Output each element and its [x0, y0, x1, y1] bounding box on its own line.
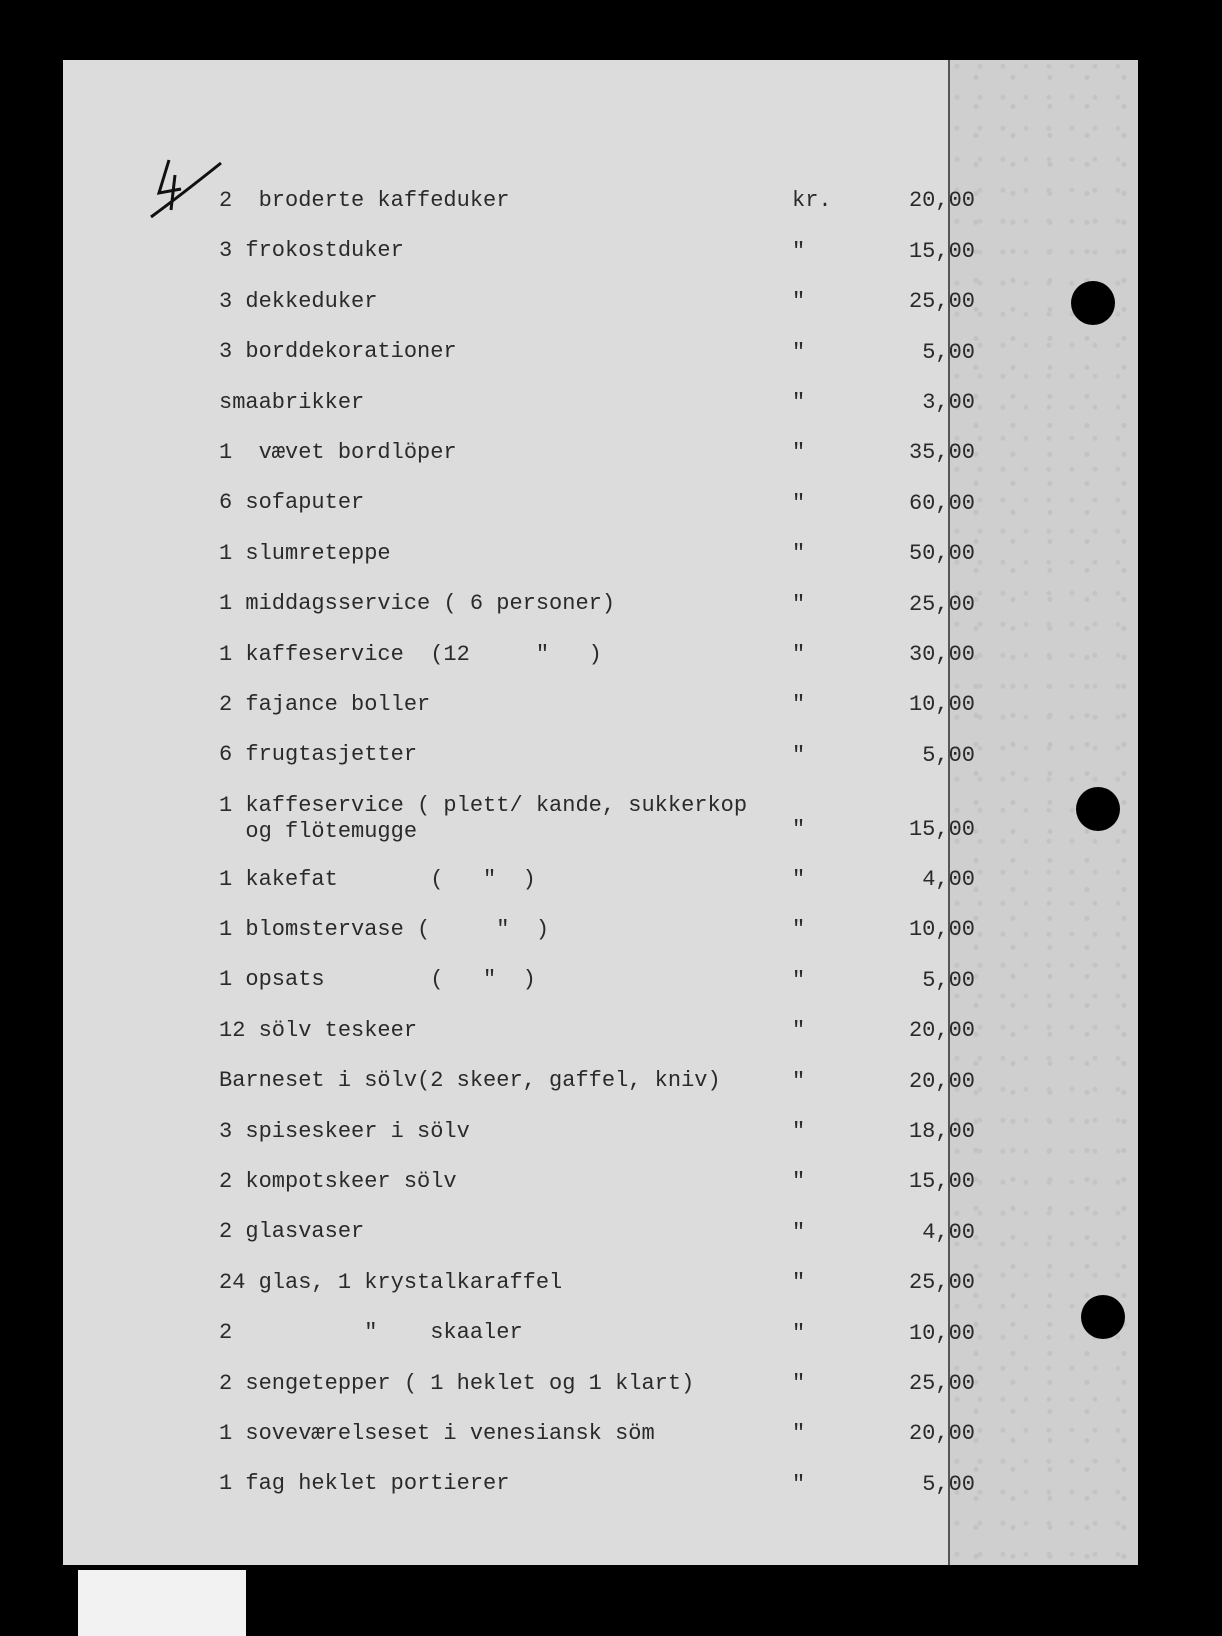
item-description: 1 blomstervase ( " ) [219, 917, 550, 943]
ditto-mark: " [792, 641, 806, 667]
item-description: Barneset i sölv(2 skeer, gaffel, kniv) [219, 1068, 721, 1094]
item-description: 1 kaffeservice ( plett/ kande, sukkerkop og flötemugge [219, 792, 748, 844]
ditto-mark: " [792, 1370, 806, 1396]
punch-hole [1081, 1295, 1125, 1339]
item-amount: 3,00 [922, 389, 975, 415]
ditto-mark: " [792, 816, 806, 842]
inventory-list [219, 188, 1019, 1522]
item-description: 1 kakefat ( " ) [219, 866, 536, 892]
ditto-mark: " [792, 1270, 806, 1296]
item-description: 24 glas, 1 krystalkaraffel [219, 1269, 563, 1295]
item-amount: 60,00 [908, 490, 975, 516]
item-amount: 4,00 [922, 1219, 975, 1245]
list-item [219, 1169, 1019, 1219]
item-amount: 10,00 [908, 692, 975, 718]
item-description: 1 middagsservice ( 6 personer) [219, 591, 616, 617]
item-amount: 50,00 [908, 541, 975, 567]
ditto-mark: " [792, 541, 806, 567]
ditto-mark: " [792, 917, 806, 943]
item-amount: 5,00 [922, 967, 975, 993]
item-description: 2 glasvaser [219, 1219, 365, 1245]
ditto-mark: " [792, 867, 806, 893]
list-item [219, 541, 1019, 591]
item-description: 3 frokostduker [219, 238, 404, 264]
item-amount: 25,00 [908, 1270, 975, 1296]
list-item [219, 1219, 1019, 1269]
ditto-mark: " [792, 1320, 806, 1346]
punch-hole [1071, 281, 1115, 325]
item-amount: 30,00 [908, 641, 975, 667]
list-item [219, 1371, 1019, 1421]
item-amount: 25,00 [908, 289, 975, 315]
ditto-mark: " [792, 1421, 806, 1447]
item-description: smaabrikker [219, 389, 365, 415]
item-description: 2 kompotskeer sölv [219, 1169, 457, 1195]
list-item [219, 490, 1019, 540]
item-description: 1 soveværelseset i venesiansk söm [219, 1420, 655, 1446]
item-amount: 20,00 [908, 188, 975, 214]
item-description: 1 vævet bordlöper [219, 439, 457, 465]
list-item [219, 440, 1019, 490]
ditto-mark: " [792, 1018, 806, 1044]
punch-hole [1076, 787, 1120, 831]
list-item [219, 742, 1019, 792]
ditto-mark: " [792, 1119, 806, 1145]
item-amount: 4,00 [922, 867, 975, 893]
item-description: 3 borddekorationer [219, 339, 457, 365]
item-description: 2 sengetepper ( 1 heklet og 1 klart) [219, 1370, 695, 1396]
ditto-mark: " [792, 692, 806, 718]
item-amount: 25,00 [908, 591, 975, 617]
ditto-mark: " [792, 238, 806, 264]
list-item [219, 917, 1019, 967]
list-item [219, 188, 1019, 238]
item-amount: 15,00 [908, 238, 975, 264]
item-amount: 20,00 [908, 1068, 975, 1094]
ditto-mark: " [792, 339, 806, 365]
list-item [219, 289, 1019, 339]
ditto-mark: " [792, 1068, 806, 1094]
list-item [219, 1270, 1019, 1320]
item-amount: 35,00 [908, 440, 975, 466]
list-item [219, 1421, 1019, 1471]
list-item [219, 1471, 1019, 1521]
item-amount: 25,00 [908, 1370, 975, 1396]
ditto-mark: " [792, 1169, 806, 1195]
item-description: 1 fag heklet portierer [219, 1471, 510, 1497]
item-description: 2 fajance boller [219, 691, 431, 717]
item-description: 6 sofaputer [219, 490, 365, 516]
ditto-mark: " [792, 742, 806, 768]
item-description: 6 frugtasjetter [219, 742, 418, 768]
list-item [219, 642, 1019, 692]
ditto-mark: " [792, 490, 806, 516]
item-amount: 20,00 [908, 1018, 975, 1044]
item-description: 1 kaffeservice (12 " ) [219, 641, 602, 667]
list-item [219, 867, 1019, 917]
list-item [219, 591, 1019, 641]
ditto-mark: " [792, 967, 806, 993]
item-amount: 5,00 [922, 1471, 975, 1497]
item-amount: 15,00 [908, 816, 975, 842]
item-description: 2 " skaaler [219, 1320, 523, 1346]
item-description: 1 opsats ( " ) [219, 967, 536, 993]
ditto-mark: " [792, 591, 806, 617]
film-label-tab [78, 1570, 246, 1636]
item-amount: 18,00 [908, 1119, 975, 1145]
item-amount: 10,00 [908, 1320, 975, 1346]
list-item [219, 238, 1019, 288]
item-description: 1 slumreteppe [219, 540, 391, 566]
ditto-mark: kr. [792, 188, 832, 214]
ditto-mark: " [792, 440, 806, 466]
item-amount: 15,00 [908, 1169, 975, 1195]
item-amount: 20,00 [908, 1421, 975, 1447]
item-amount: 5,00 [922, 742, 975, 768]
list-item [219, 967, 1019, 1017]
item-description: 12 sölv teskeer [219, 1017, 418, 1043]
list-item [219, 692, 1019, 742]
item-description: 2 broderte kaffeduker [219, 188, 510, 213]
item-amount: 10,00 [908, 917, 975, 943]
list-item [219, 1018, 1019, 1068]
item-description: 3 spiseskeer i sölv [219, 1118, 470, 1144]
handwritten-page-number [141, 155, 231, 225]
ditto-mark: " [792, 289, 806, 315]
item-amount: 5,00 [922, 339, 975, 365]
ditto-mark: " [792, 1219, 806, 1245]
document-page [63, 60, 1136, 1565]
ditto-mark: " [792, 389, 806, 415]
list-item [219, 1320, 1019, 1370]
ditto-mark: " [792, 1471, 806, 1497]
list-item [219, 390, 1019, 440]
list-item [219, 339, 1019, 389]
list-item [219, 1068, 1019, 1118]
item-description: 3 dekkeduker [219, 288, 378, 314]
list-item [219, 793, 1019, 867]
list-item [219, 1119, 1019, 1169]
